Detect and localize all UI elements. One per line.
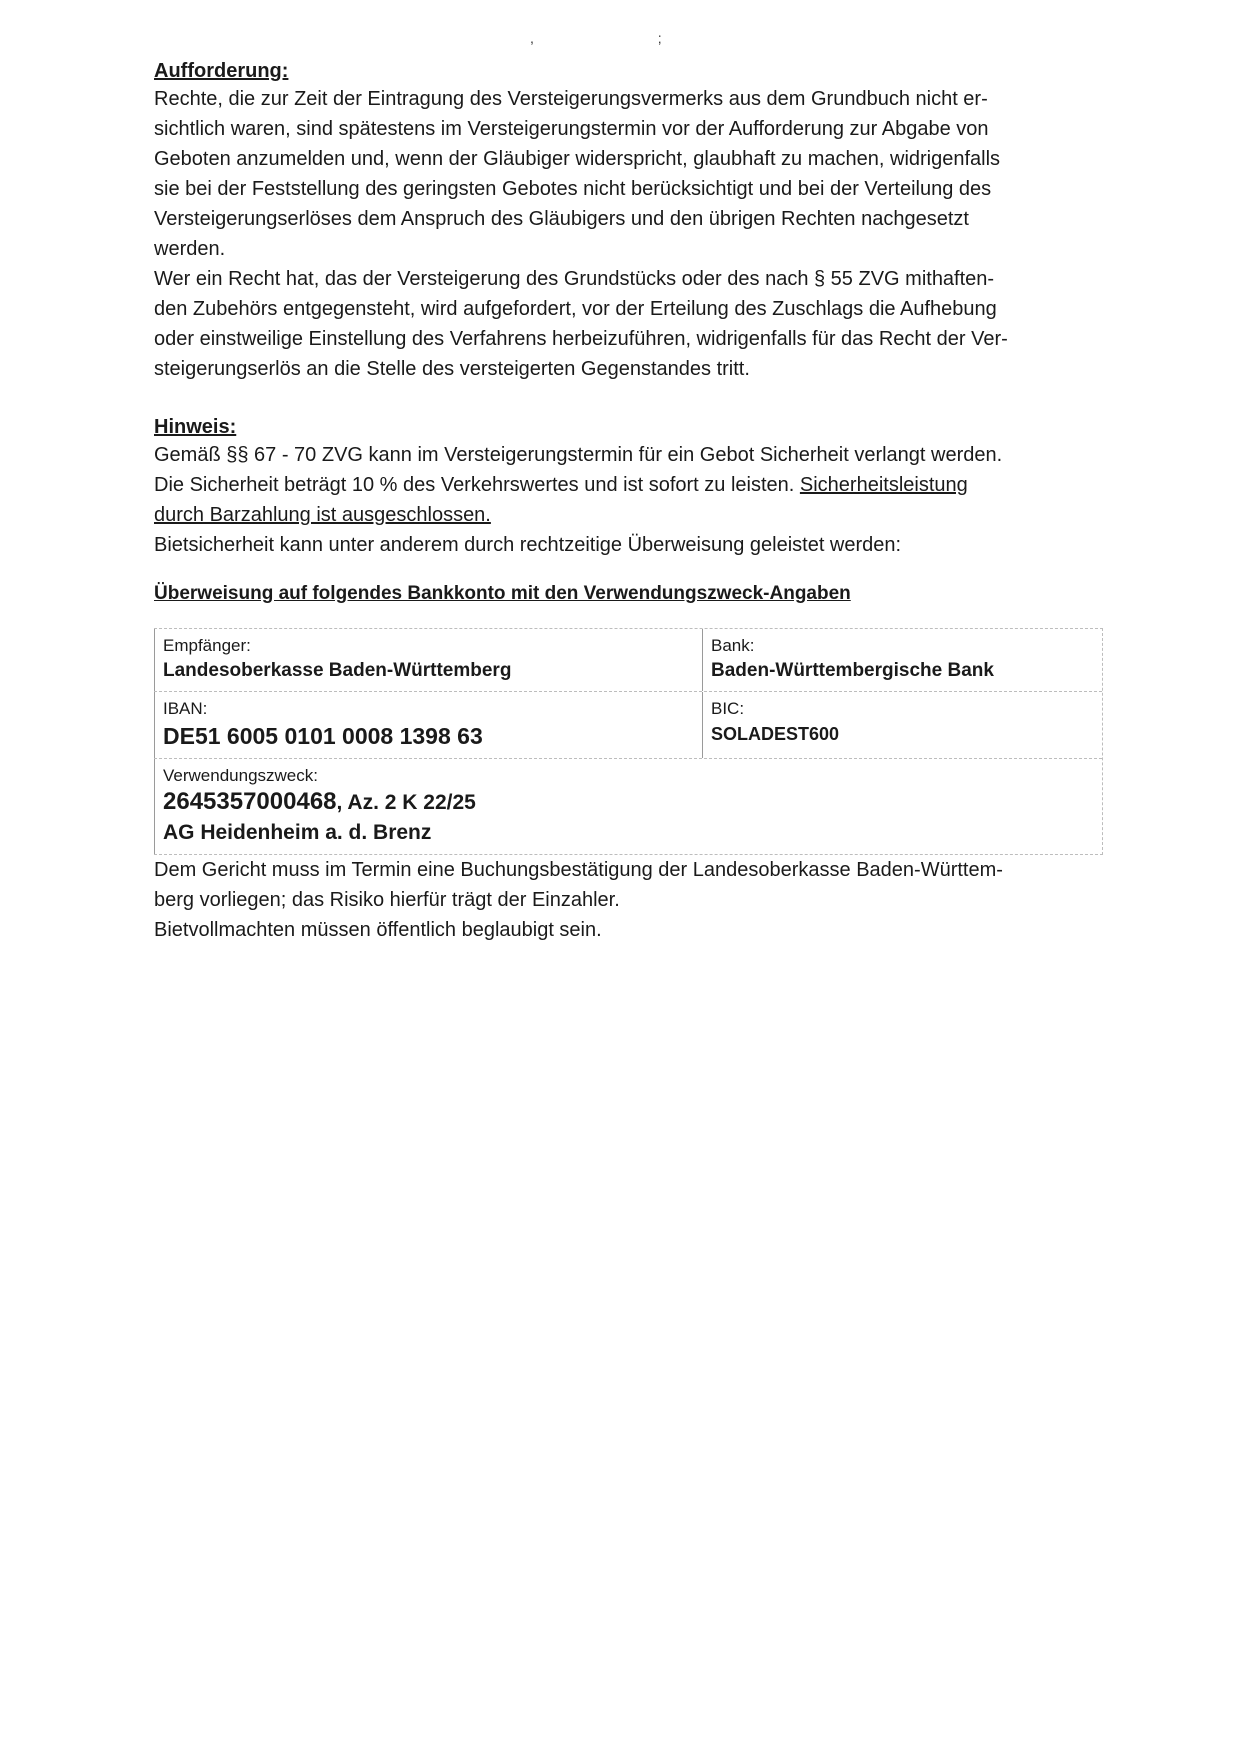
aufforderung-heading: Aufforderung: [154,60,289,82]
purpose-ref: , Az. 2 K 22/25 [336,791,476,814]
text-line: Rechte, die zur Zeit der Eintragung des Versteigerungsvermerks aus dem Grundbuch nicht er- [154,88,988,110]
hinweis-line-2-plain: Die Sicherheit beträgt 10 % des Verkehrswertes und ist sofort zu leisten. [154,474,800,496]
text-line: Wer ein Recht hat, das der Versteigerung des Grundstücks oder des nach § 55 ZVG mithaften- [154,268,995,290]
bank-row-purpose [154,759,1102,854]
purpose-cell [154,759,1102,854]
purpose-court: AG Heidenheim a. d. Brenz [163,821,432,844]
hinweis-line-3: durch Barzahlung ist ausgeschlossen. [154,504,491,526]
text-line: Geboten anzumelden und, wenn der Gläubiger widerspricht, glaubhaft zu machen, widrigenfalls [154,148,1001,170]
bic-value: SOLADEST600 [711,724,840,744]
aufforderung-paragraph-1 [154,84,1134,264]
recipient-cell [154,629,702,691]
bank-row-account [154,692,1102,759]
hinweis-line-5: Überweisung auf folgendes Bankkonto mit den Verwendungszweck-Angaben [154,583,851,604]
hinweis-line-2-underlined: Sicherheitsleistung [799,474,968,496]
bic-label: BIC: [711,699,745,718]
text-line: sie bei der Feststellung des geringsten Gebotes nicht berücksichtigt und bei der Verteilung des [154,178,992,200]
text-line: den Zubehörs entgegensteht, wird aufgefordert, vor der Erteilung des Zuschlags die Aufhebung [154,298,997,320]
purpose-number: 2645357000468 [163,788,337,815]
text-line: werden. [154,238,226,260]
bank-value: Baden-Württembergische Bank [711,660,994,681]
text-line: sichtlich waren, sind spätestens im Versteigerungstermin vor der Aufforderung zur Abgabe von [154,118,989,140]
text-line: Versteigerungserlöses dem Anspruch des Gläubigers und den übrigen Rechten nachgesetzt [154,208,969,230]
purpose-reference-line [163,787,1102,818]
closing-line-1: Dem Gericht muss im Termin eine Buchungsbestätigung der Landesoberkasse Baden-Württem- [154,859,1003,881]
text-line: oder einstweilige Einstellung des Verfahrens herbeizuführen, widrigenfalls für das Recht der Ver- [154,328,1008,350]
iban-value: DE51 6005 0101 0008 1398 63 [163,723,483,749]
recipient-label: Empfänger: [163,636,251,655]
hinweis-line-4: Bietsicherheit kann unter anderem durch rechtzeitige Überweisung geleistet werden: [154,534,902,556]
bank-cell [702,629,1102,691]
iban-cell [154,692,702,758]
text-line: steigerungserlös an die Stelle des versteigerten Gegenstandes tritt. [154,358,750,380]
bic-cell [702,692,1102,758]
closing-line-2: berg vorliegen; das Risiko hierfür trägt der Einzahler. [154,889,620,911]
hinweis-heading: Hinweis: [154,416,237,438]
hinweis-line-2 [154,470,1134,500]
bank-row-recipient [154,629,1102,692]
hinweis-line-1: Gemäß §§ 67 - 70 ZVG kann im Versteigerungstermin für ein Gebot Sicherheit verlangt werden. [154,444,1003,466]
iban-label: IBAN: [163,699,208,718]
page-marks: , ; [530,30,722,46]
bank-label: Bank: [711,636,755,655]
bank-details-box [154,628,1103,855]
document-body [154,58,1134,945]
recipient-value: Landesoberkasse Baden-Württemberg [163,660,512,681]
aufforderung-paragraph-2 [154,264,1134,384]
closing-line-3: Bietvollmachten müssen öffentlich beglaubigt sein. [154,919,602,941]
purpose-label: Verwendungszweck: [163,766,318,785]
